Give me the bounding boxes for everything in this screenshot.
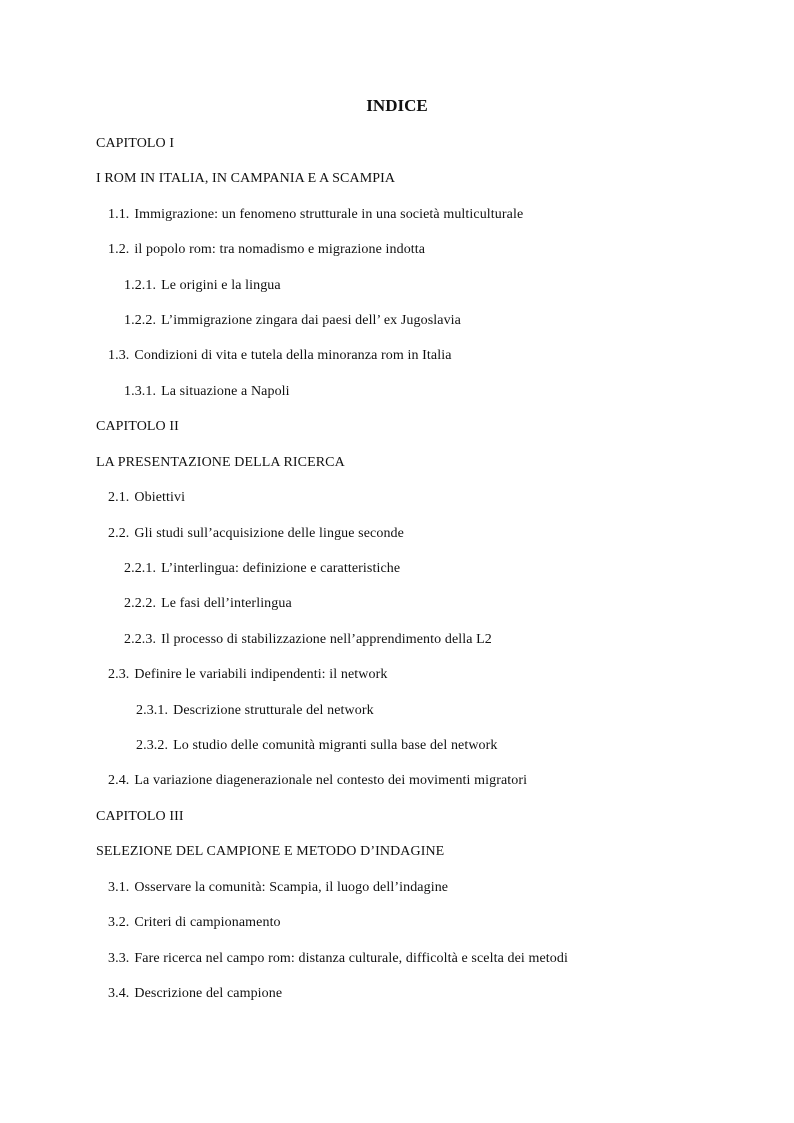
- toc-number: 2.2.: [108, 526, 130, 541]
- toc-text: Descrizione strutturale del network: [173, 703, 374, 718]
- toc-text: Criteri di campionamento: [134, 915, 281, 930]
- toc-text: Fare ricerca nel campo rom: distanza culturale, difficoltà e scelta dei metodi: [134, 951, 568, 966]
- toc-text: Descrizione del campione: [134, 986, 283, 1001]
- toc-number: 2.3.: [108, 667, 130, 682]
- toc-number: 1.3.: [108, 348, 130, 363]
- toc-text: Lo studio delle comunità migranti sulla base del network: [173, 738, 498, 753]
- toc-text: Immigrazione: un fenomeno strutturale in una società multiculturale: [134, 207, 524, 222]
- toc-text: CAPITOLO II: [96, 419, 179, 434]
- toc-section: [108, 879, 448, 897]
- toc-text: SELEZIONE DEL CAMPIONE E METODO D’INDAGINE: [96, 844, 445, 859]
- toc-number: 2.2.1.: [124, 561, 157, 576]
- toc-section: [108, 347, 452, 365]
- toc-subsection: [124, 631, 492, 649]
- toc-number: 2.2.3.: [124, 632, 157, 647]
- toc-text: L’interlingua: definizione e caratteristiche: [161, 561, 401, 576]
- toc-number: 1.2.: [108, 242, 130, 257]
- toc-section: [108, 525, 404, 543]
- toc-text: Le fasi dell’interlingua: [161, 596, 292, 611]
- toc-chapter-heading: [96, 808, 184, 826]
- toc-text: Osservare la comunità: Scampia, il luogo dell’indagine: [134, 880, 449, 895]
- page-title: INDICE: [366, 96, 428, 115]
- toc-section: [108, 950, 568, 968]
- toc-text: La situazione a Napoli: [161, 384, 290, 399]
- toc-chapter-heading: [96, 135, 174, 153]
- toc-text: Obiettivi: [134, 490, 186, 505]
- toc-text: La variazione diagenerazionale nel contesto dei movimenti migratori: [134, 773, 528, 788]
- toc-number: 3.4.: [108, 986, 130, 1001]
- toc-chapter-heading: [96, 418, 179, 436]
- toc-text: CAPITOLO III: [96, 809, 184, 824]
- toc-chapter-title: [96, 454, 345, 472]
- toc-subsection: [136, 737, 498, 755]
- toc-text: Il processo di stabilizzazione nell’apprendimento della L2: [161, 632, 492, 647]
- toc-number: 2.2.2.: [124, 596, 157, 611]
- toc-text: il popolo rom: tra nomadismo e migrazione indotta: [134, 242, 426, 257]
- toc-section: [108, 772, 527, 790]
- toc-number: 3.1.: [108, 880, 130, 895]
- toc-number: 2.3.2.: [136, 738, 169, 753]
- toc-number: 2.4.: [108, 773, 130, 788]
- toc-number: 1.2.2.: [124, 313, 157, 328]
- toc-chapter-title: [96, 170, 395, 188]
- toc-subsection: [124, 560, 400, 578]
- toc-text: LA PRESENTAZIONE DELLA RICERCA: [96, 455, 345, 470]
- toc-text: Condizioni di vita e tutela della minoranza rom in Italia: [134, 348, 452, 363]
- toc-section: [108, 666, 387, 684]
- toc-text: Le origini e la lingua: [161, 278, 281, 293]
- toc-subsection: [124, 383, 290, 401]
- toc-section: [108, 985, 282, 1003]
- toc-text: CAPITOLO I: [96, 136, 175, 151]
- toc-number: 3.2.: [108, 915, 130, 930]
- toc-chapter-title: [96, 843, 444, 861]
- toc-section: [108, 241, 425, 259]
- toc-subsection: [124, 312, 461, 330]
- toc-text: I ROM IN ITALIA, IN CAMPANIA E A SCAMPIA: [96, 171, 396, 186]
- toc-subsection: [124, 277, 281, 295]
- toc-number: 1.3.1.: [124, 384, 157, 399]
- toc-number: 3.3.: [108, 951, 130, 966]
- toc-section: [108, 489, 185, 507]
- toc-section: [108, 206, 523, 224]
- toc-subsection: [136, 702, 374, 720]
- toc-text: Definire le variabili indipendenti: il network: [134, 667, 388, 682]
- toc-text: Gli studi sull’acquisizione delle lingue seconde: [134, 526, 404, 541]
- toc-number: 1.1.: [108, 207, 130, 222]
- toc-section: [108, 914, 281, 932]
- toc-number: 1.2.1.: [124, 278, 157, 293]
- toc-number: 2.1.: [108, 490, 130, 505]
- toc-text: L’immigrazione zingara dai paesi dell’ ex Jugoslavia: [161, 313, 461, 328]
- toc-subsection: [124, 595, 292, 613]
- toc-number: 2.3.1.: [136, 703, 169, 718]
